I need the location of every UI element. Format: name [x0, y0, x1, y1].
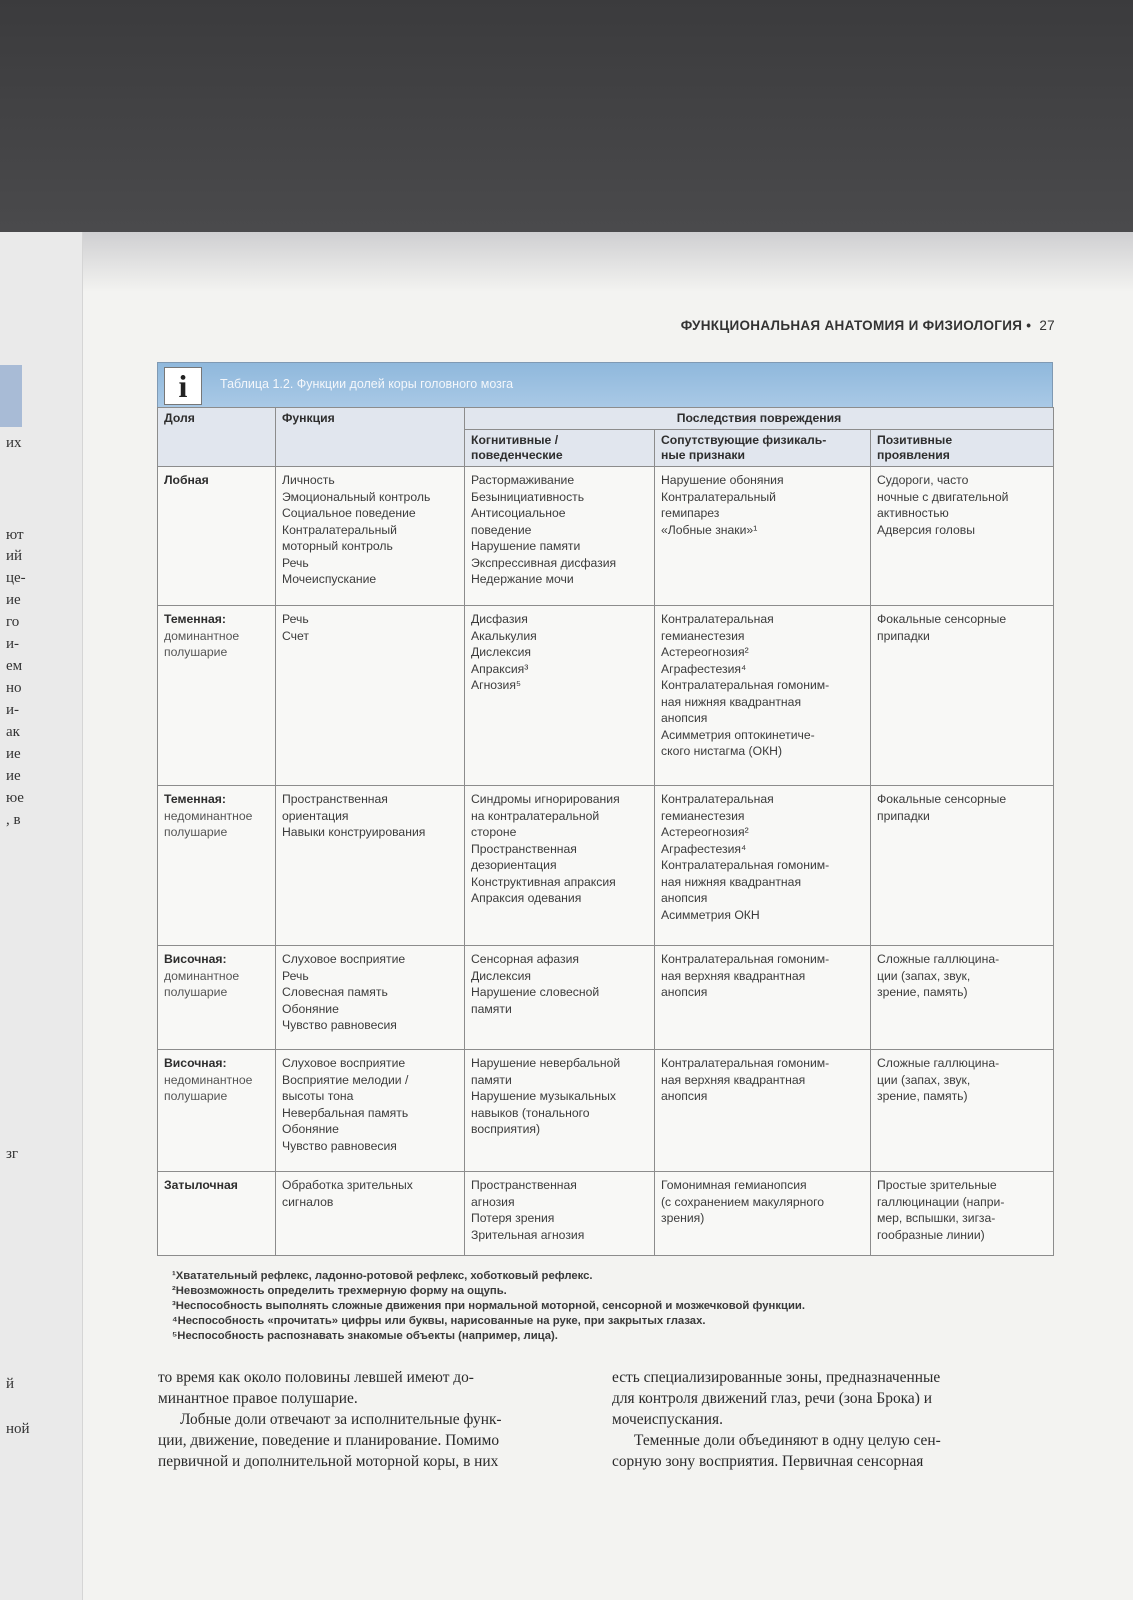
running-head-title: ФУНКЦИОНАЛЬНАЯ АНАТОМИЯ И ФИЗИОЛОГИЯ [680, 318, 1023, 333]
body-text-left-column [158, 1367, 588, 1472]
cell-function: Личность Эмоциональный контроль Социальное поведение Контралатеральный моторный контроль Речь Мочеиспускание [276, 467, 465, 606]
left-page-fragment: и- [6, 636, 20, 652]
left-page-fragment: ной [6, 1421, 30, 1437]
cell-positive: Фокальные сенсорные припадки [871, 606, 1054, 786]
body-line: мочеиспускания. [612, 1411, 723, 1428]
page-shadow [0, 232, 1133, 292]
running-head [681, 318, 1055, 333]
column-header-positive: Позитивные проявления [871, 430, 1054, 467]
body-text-right-column [612, 1367, 1042, 1472]
left-page-fragment: ий [6, 548, 23, 564]
left-page-fragment: ие [6, 592, 21, 608]
table-row [158, 1172, 1054, 1256]
left-page-fragment: го [6, 614, 20, 630]
cell-function: Речь Счет [276, 606, 465, 786]
cell-function: Слуховое восприятие Восприятие мелодии / высоты тона Невербальная память Обоняние Чувство равновесия [276, 1050, 465, 1172]
cell-positive: Сложные галлюцина- ции (запах, звук, зрение, память) [871, 946, 1054, 1050]
cell-physical: Контралатеральная гемианестезия Астереогнозия² Аграфестезия⁴ Контралатеральная гомоним- ная нижняя квадрантная анопсия Асимметрия ОКН [655, 786, 871, 946]
left-page-fragment: их [6, 435, 22, 451]
cell-physical: Контралатеральная гемианестезия Астереогнозия² Аграфестезия⁴ Контралатеральная гомоним- ная нижняя квадрантная анопсия Асимметрия оптокинетиче- ского нистагма (ОКН) [655, 606, 871, 786]
cell-lobe: Теменная: доминантное полушарие [158, 606, 276, 786]
column-header-function: Функция [276, 408, 465, 467]
left-page-fragment: но [6, 680, 22, 696]
lobe-functions-table [157, 362, 1053, 1256]
body-line: сорную зону восприятия. Первичная сенсорная [612, 1453, 924, 1470]
column-header-consequences: Последствия повреждения [465, 408, 1054, 430]
left-page-edge [0, 232, 83, 1600]
body-line: минантное правое полушарие. [158, 1390, 358, 1407]
left-page-fragment: ие [6, 746, 21, 762]
footnote: ³Неспособность выполнять сложные движения при нормальной моторной, сенсорной и мозжечковой функции. [172, 1300, 805, 1312]
dark-background-band [0, 0, 1133, 232]
footnote: ⁴Неспособность «прочитать» цифры или буквы, нарисованные на руке, при закрытых глазах. [172, 1315, 706, 1327]
table-row [158, 467, 1054, 606]
column-header-lobe: Доля [158, 408, 276, 467]
body-line: есть специализированные зоны, предназначенные [612, 1369, 941, 1386]
left-page-fragment: зг [6, 1146, 19, 1162]
cell-cognitive: Дисфазия Акалькулия Дислексия Апраксия³ Агнозия⁵ [465, 606, 655, 786]
footnote: ¹Хватательный рефлекс, ладонно-ротовой рефлекс, хоботковый рефлекс. [172, 1270, 593, 1282]
running-head-bullet: • [1026, 318, 1032, 333]
body-line: первичной и дополнительной моторной коры, в них [158, 1453, 499, 1470]
cell-positive: Судороги, часто ночные с двигательной активностью Адверсия головы [871, 467, 1054, 606]
cell-physical: Гомонимная гемианопсия (с сохранением макулярного зрения) [655, 1172, 871, 1256]
table-row [158, 1050, 1054, 1172]
cell-function: Пространственная ориентация Навыки конструирования [276, 786, 465, 946]
cell-cognitive: Сенсорная афазия Дислексия Нарушение словесной памяти [465, 946, 655, 1050]
column-header-physical: Сопутствующие физикаль- ные признаки [655, 430, 871, 467]
cell-physical: Контралатеральная гомоним- ная верхняя квадрантная анопсия [655, 1050, 871, 1172]
table-row [158, 606, 1054, 786]
body-line: Теменные доли объединяют в одну целую сен- [634, 1432, 941, 1449]
body-line: для контроля движений глаз, речи (зона Брока) и [612, 1390, 932, 1407]
table-footnotes [172, 1269, 805, 1344]
cell-cognitive: Синдромы игнорирования на контралатеральной стороне Пространственная дезориентация Конструктивная апраксия Апраксия одевания [465, 786, 655, 946]
cell-lobe: Височная: доминантное полушарие [158, 946, 276, 1050]
page-number: 27 [1039, 318, 1055, 333]
body-line: ции, движение, поведение и планирование. Помимо [158, 1432, 500, 1449]
cell-function: Слуховое восприятие Речь Словесная память Обоняние Чувство равновесия [276, 946, 465, 1050]
cell-lobe: Затылочная [158, 1172, 276, 1256]
info-icon: i [164, 367, 202, 405]
body-line: Лобные доли отвечают за исполнительные функ- [180, 1411, 502, 1428]
left-page-fragment: й [6, 1376, 15, 1392]
cell-physical: Контралатеральная гомоним- ная верхняя квадрантная анопсия [655, 946, 871, 1050]
cell-cognitive: Растормаживание Безынициативность Антисоциальное поведение Нарушение памяти Экспрессивная дисфазия Недержание мочи [465, 467, 655, 606]
footnote: ²Невозможность определить трехмерную форму на ощупь. [172, 1285, 507, 1297]
cell-positive: Фокальные сенсорные припадки [871, 786, 1054, 946]
left-page-fragment: ак [6, 724, 20, 740]
cell-positive: Сложные галлюцина- ции (запах, звук, зрение, память) [871, 1050, 1054, 1172]
left-page-fragment: и- [6, 702, 20, 718]
data-table [157, 407, 1054, 1256]
left-page-fragment: , в [6, 812, 21, 828]
cell-positive: Простые зрительные галлюцинации (напри- мер, вспышки, зигза- гообразные линии) [871, 1172, 1054, 1256]
cell-lobe: Лобная [158, 467, 276, 606]
column-header-cognitive: Когнитивные / поведенческие [465, 430, 655, 467]
cell-physical: Нарушение обоняния Контралатеральный гемипарез «Лобные знаки»¹ [655, 467, 871, 606]
table-header-bar [157, 362, 1053, 407]
left-page-fragment: ие [6, 768, 21, 784]
footnote: ⁵Неспособность распознавать знакомые объекты (например, лица). [172, 1330, 558, 1342]
cell-cognitive: Пространственная агнозия Потеря зрения Зрительная агнозия [465, 1172, 655, 1256]
cell-lobe: Теменная: недоминантное полушарие [158, 786, 276, 946]
cell-lobe: Височная: недоминантное полушарие [158, 1050, 276, 1172]
table-row [158, 786, 1054, 946]
table-row [158, 946, 1054, 1050]
left-page-fragment: ют [6, 527, 24, 543]
left-page-blue-block [0, 365, 22, 427]
cell-cognitive: Нарушение невербальной памяти Нарушение музыкальных навыков (тонального восприятия) [465, 1050, 655, 1172]
left-page-fragment: це- [6, 570, 26, 586]
left-page-fragment: ем [6, 658, 23, 674]
body-line: то время как около половины левшей имеют до- [158, 1369, 474, 1386]
cell-function: Обработка зрительных сигналов [276, 1172, 465, 1256]
left-page-fragment: юе [6, 790, 24, 806]
table-caption: Таблица 1.2. Функции долей коры головного мозга [220, 377, 514, 391]
